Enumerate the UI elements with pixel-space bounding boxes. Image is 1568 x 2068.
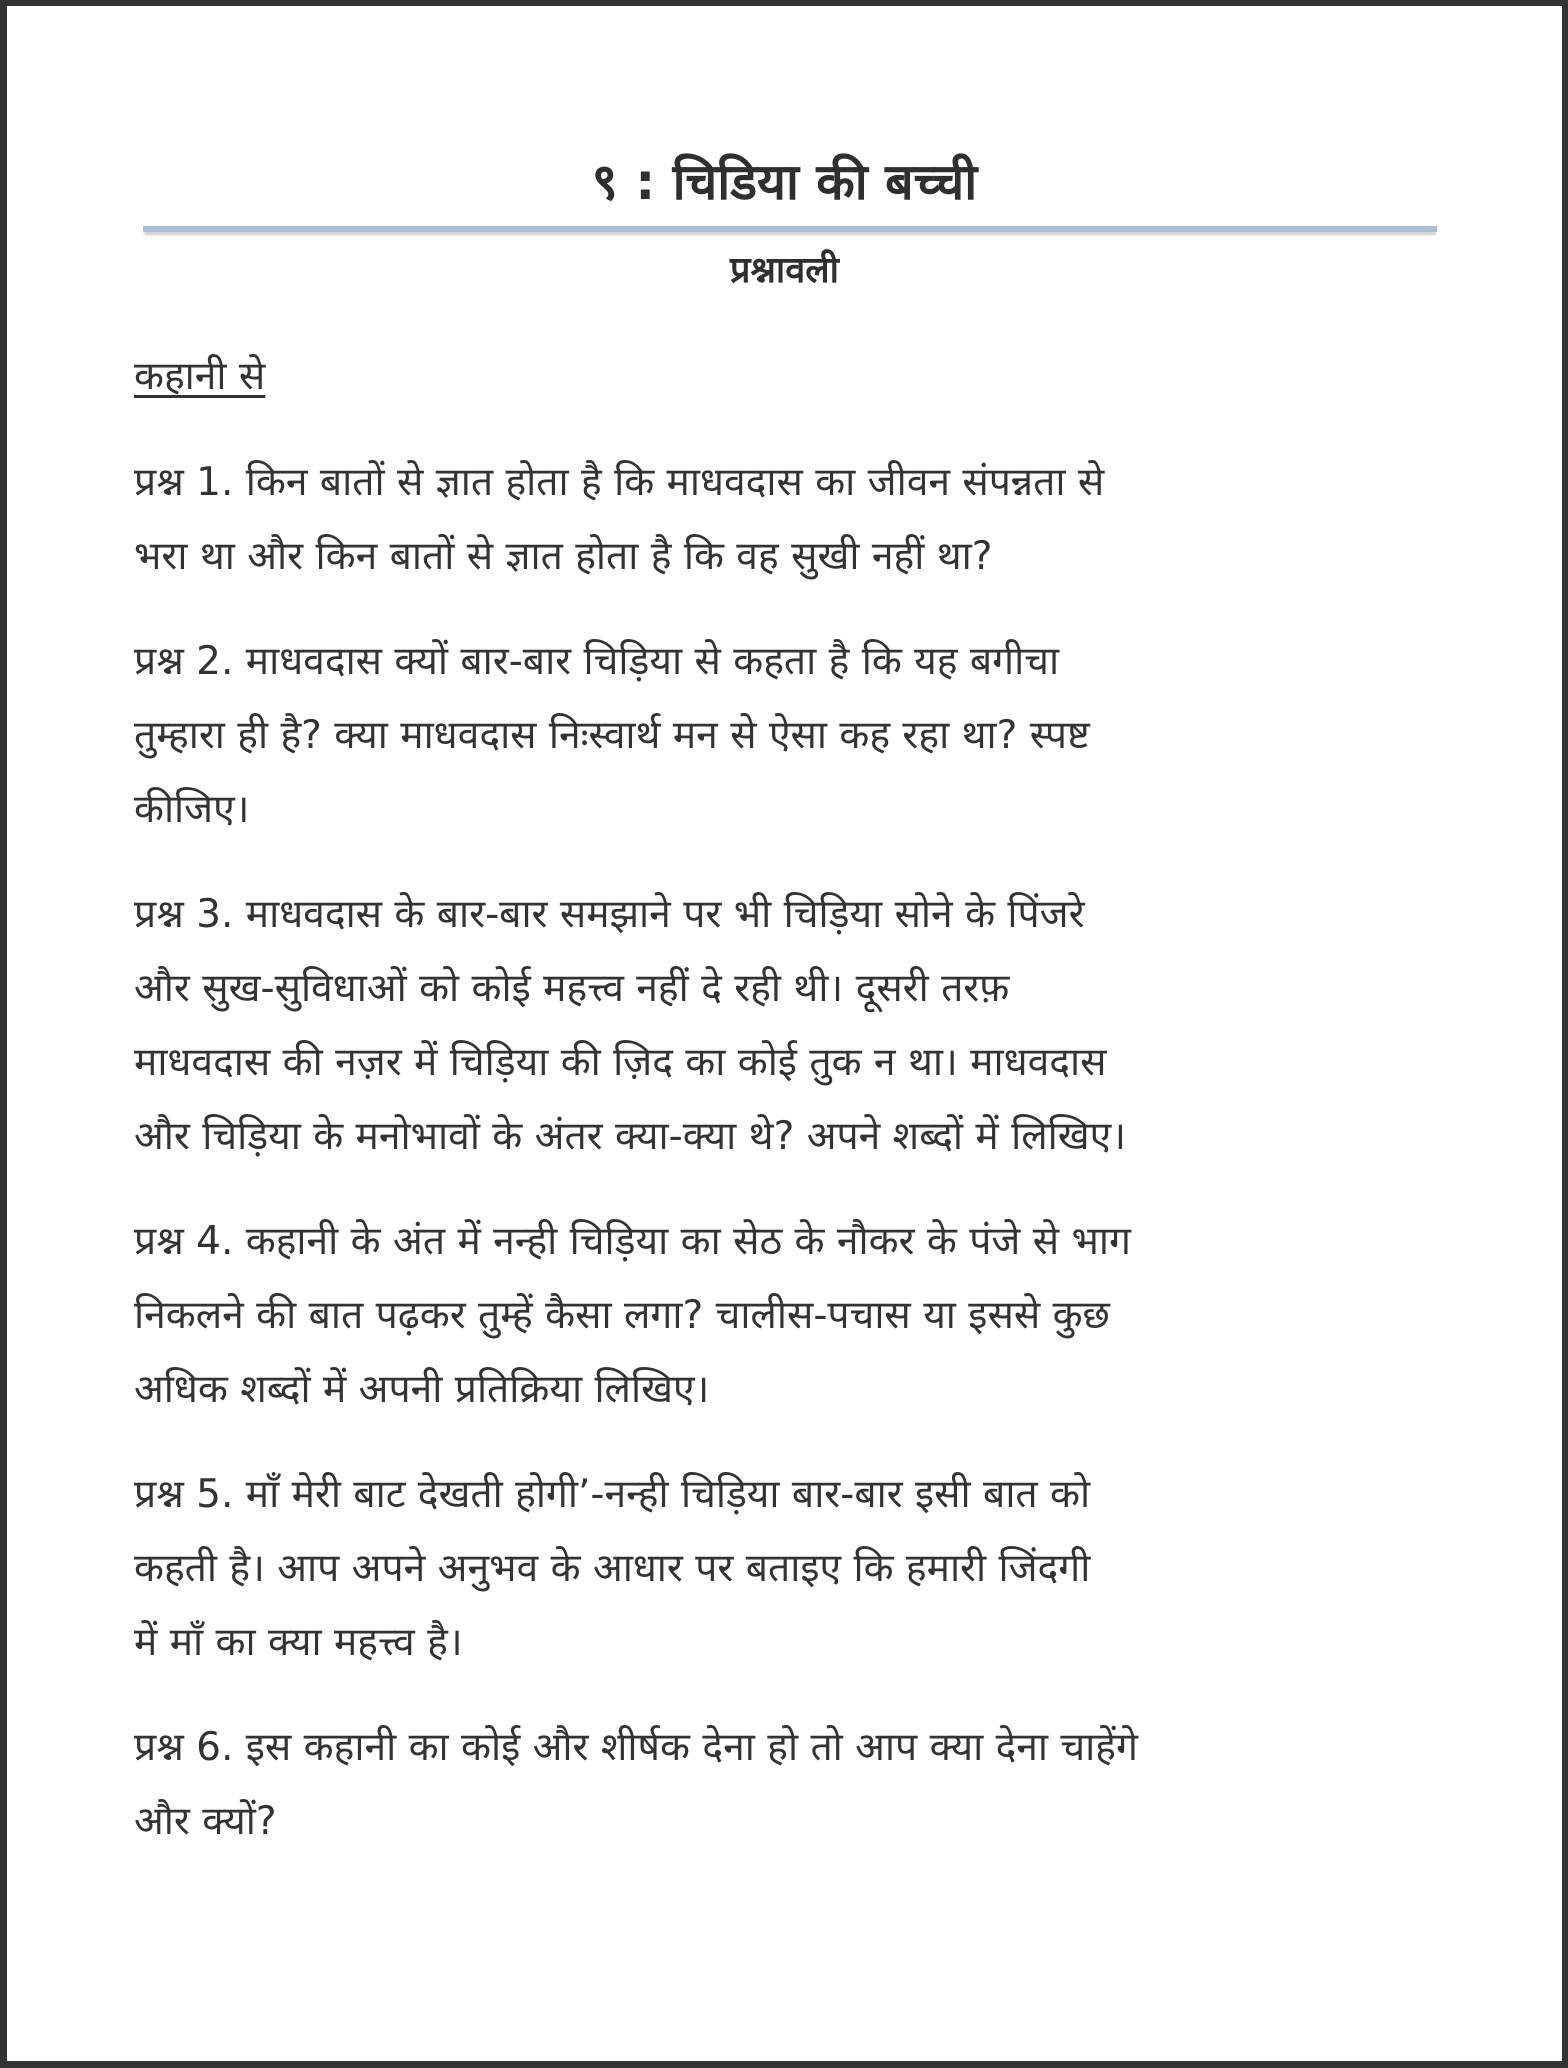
- question-line: और चिड़िया के मनोभावों के अंतर क्या-क्या थे? अपने शब्दों में लिखिए।: [134, 1114, 1127, 1159]
- question-line: निकलने की बात पढ़कर तुम्हें कैसा लगा? चालीस-पचास या इससे कुछ: [134, 1293, 1110, 1338]
- question-6: [134, 1711, 1444, 1859]
- question-line: माधवदास की नज़र में चिड़िया की ज़िद का कोई तुक न था। माधवदास: [134, 1040, 1107, 1085]
- question-line: प्रश्न 3. माधवदास के बार-बार समझाने पर भी चिड़िया सोने के पिंजरे: [134, 892, 1085, 937]
- question-5: [134, 1458, 1444, 1680]
- question-line: प्रश्न 5. माँ मेरी बाट देखती होगी’-नन्ही चिड़िया बार-बार इसी बात को: [134, 1472, 1091, 1517]
- question-line: प्रश्न 4. कहानी के अंत में नन्ही चिड़िया का सेठ के नौकर के पंजे से भाग: [134, 1219, 1131, 1264]
- question-1: [134, 446, 1444, 594]
- question-line: और सुख-सुविधाओं को कोई महत्त्व नहीं दे रही थी। दूसरी तरफ़: [134, 966, 1010, 1011]
- question-line: कीजिए।: [134, 787, 250, 832]
- page-subtitle: प्रश्नावली: [729, 250, 839, 291]
- question-line: में माँ का क्या महत्त्व है।: [134, 1620, 463, 1665]
- title-divider: [143, 226, 1437, 232]
- question-line: तुम्हारा ही है? क्या माधवदास निःस्वार्थ मन से ऐसा कह रहा था? स्पष्ट: [134, 713, 1090, 758]
- question-line: भरा था और किन बातों से ज्ञात होता है कि वह सुखी नहीं था?: [134, 534, 993, 579]
- question-3: [134, 878, 1444, 1174]
- question-2: [134, 625, 1444, 847]
- chapter-title: ९ : चिडिया की बच्ची: [591, 153, 978, 211]
- document-page: [7, 6, 1562, 2061]
- question-line: प्रश्न 6. इस कहानी का कोई और शीर्षक देना हो तो आप क्या देना चाहेंगे: [134, 1725, 1138, 1770]
- question-line: प्रश्न 2. माधवदास क्यों बार-बार चिड़िया से कहता है कि यह बगीचा: [134, 639, 1060, 684]
- question-4: [134, 1205, 1444, 1427]
- question-line: प्रश्न 1. किन बातों से ज्ञात होता है कि माधवदास का जीवन संपन्नता से: [134, 460, 1105, 505]
- question-list: [134, 446, 1444, 1890]
- question-line: और क्यों?: [134, 1799, 277, 1844]
- question-line: कहती है। आप अपने अनुभव के आधार पर बताइए कि हमारी जिंदगी: [134, 1546, 1091, 1591]
- question-line: अधिक शब्दों में अपनी प्रतिक्रिया लिखिए।: [134, 1367, 710, 1412]
- section-heading: कहानी से: [134, 354, 266, 399]
